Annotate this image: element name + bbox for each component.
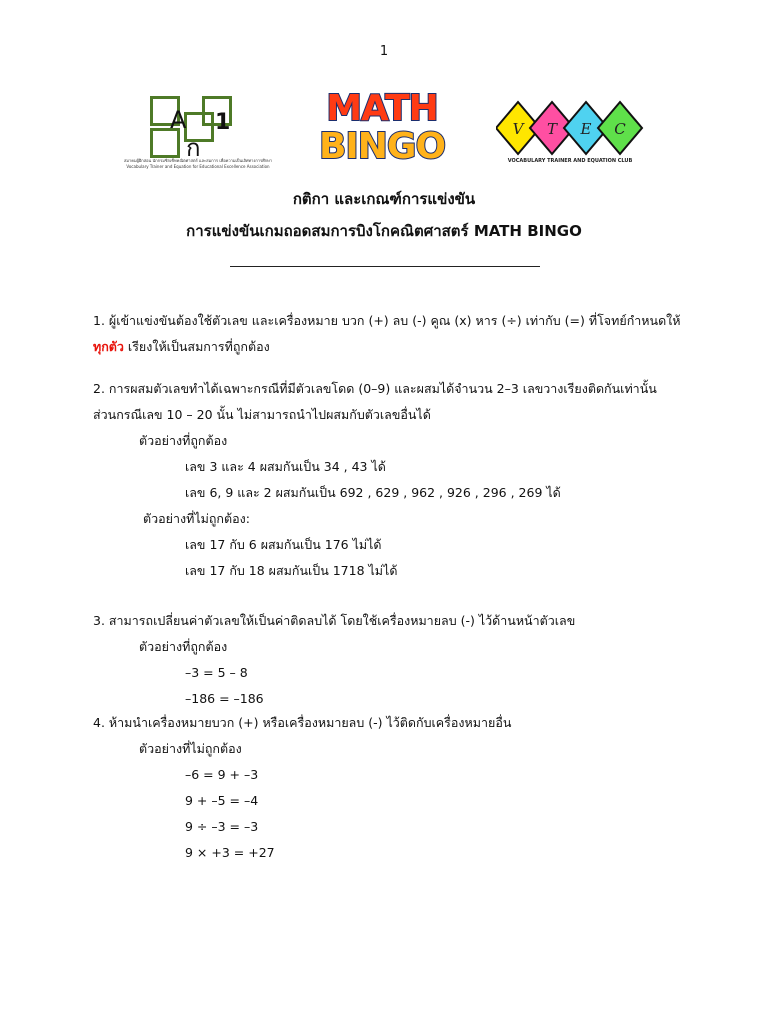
logo-math-text: MATH <box>326 88 438 129</box>
page-number: 1 <box>379 44 389 59</box>
vtec-letter-t: T <box>546 120 558 138</box>
logo-letter-ko: ก <box>186 134 201 162</box>
rule-2-wrong-label: ตัวอย่างที่ไม่ถูกต้อง: <box>143 511 250 526</box>
rule-3-example: –3 = 5 – 8 <box>185 665 248 680</box>
rule-4-wrong-label: ตัวอย่างที่ไม่ถูกต้อง <box>139 741 242 756</box>
logo-tagline-th: สมาคมผู้ฝึกสอน นักกรมซิกเซ็ทคณิตศาสตร์ และสมการ เพื่อความเป็นเลิศทางการศึกษา <box>123 158 273 163</box>
rule-3-correct-label: ตัวอย่างที่ถูกต้อง <box>139 639 228 654</box>
title-divider <box>230 266 540 267</box>
page-title: กติกา และเกณฑ์การแข่งขัน <box>292 190 476 208</box>
rule-1-highlight: ทุกตัว <box>93 339 124 354</box>
rule-2-correct-example: เลข 3 และ 4 ผสมกันเป็น 34 , 43 ได้ <box>185 459 386 474</box>
rule-4-example: 9 + –5 = –4 <box>185 793 259 808</box>
rule-2-wrong-example: เลข 17 กับ 18 ผสมกันเป็น 1718 ไม่ได้ <box>185 563 398 578</box>
rule-4-example: 9 ÷ –3 = –3 <box>185 819 259 834</box>
vtec-letter-e: E <box>580 120 592 138</box>
rule-2-correct-label: ตัวอย่างที่ถูกต้อง <box>139 433 228 448</box>
rule-2-correct-example: เลข 6, 9 และ 2 ผสมกันเป็น 692 , 629 , 962 , 926 , 296 , 269 ได้ <box>185 485 561 500</box>
math-bingo-logo <box>314 86 450 172</box>
a1-logo <box>112 92 284 172</box>
rule-1-line-1: 1. ผู้เข้าแข่งขันต้องใช้ตัวเลข และเครื่องหมาย บวก (+) ลบ (-) คูณ (x) หาร (÷) เท่ากับ (=) ที่โจทย์กำหนดให้ <box>93 313 681 328</box>
rule-4-line-1: 4. ห้ามนำเครื่องหมายบวก (+) หรือเครื่องหมายลบ (-) ไว้ติดกับเครื่องหมายอื่น <box>93 715 512 730</box>
rule-2-line-1: 2. การผสมตัวเลขทำได้เฉพาะกรณีที่มีตัวเลขโดด (0–9) และผสมได้จำนวน 2–3 เลขวางเรียงติดกันเท่านั้น <box>93 381 657 396</box>
rule-1-line-2-text: เรียงให้เป็นสมการที่ถูกต้อง <box>123 339 270 354</box>
logo-digit-1: 1 <box>215 110 231 135</box>
rule-3-line-1: 3. สามารถเปลี่ยนค่าตัวเลขให้เป็นค่าติดลบได้ โดยใช้เครื่องหมายลบ (-) ไว้ด้านหน้าตัวเลข <box>93 613 576 628</box>
logo-bingo-text: BINGO <box>318 126 446 167</box>
logo-tagline-en: Vocabulary Trainer and Equation for Educational Excellence Association <box>126 164 270 169</box>
vtec-letter-c: C <box>614 120 626 138</box>
rule-4-example: 9 × +3 = +27 <box>185 845 275 860</box>
vtec-diamonds <box>496 100 644 158</box>
rule-4-example: –6 = 9 + –3 <box>185 767 259 782</box>
vtec-caption: VOCABULARY TRAINER AND EQUATION CLUB <box>507 158 633 164</box>
vtec-logo <box>496 100 644 170</box>
rule-1-line-2 <box>93 339 270 355</box>
page-subtitle: การแข่งขันเกมถอดสมการบิงโกคณิตศาสตร์ MATH BINGO <box>186 222 582 240</box>
logo-letter-a: A <box>170 106 187 134</box>
rule-2-line-2: ส่วนกรณีเลข 10 – 20 นั้น ไม่สามารถนำไปผสมกับตัวเลขอื่นได้ <box>93 407 431 422</box>
rule-2-wrong-example: เลข 17 กับ 6 ผสมกันเป็น 176 ไม่ได้ <box>185 537 382 552</box>
rule-3-example: –186 = –186 <box>185 691 264 706</box>
diamond-c <box>598 102 642 154</box>
vtec-letter-v: V <box>512 120 524 138</box>
